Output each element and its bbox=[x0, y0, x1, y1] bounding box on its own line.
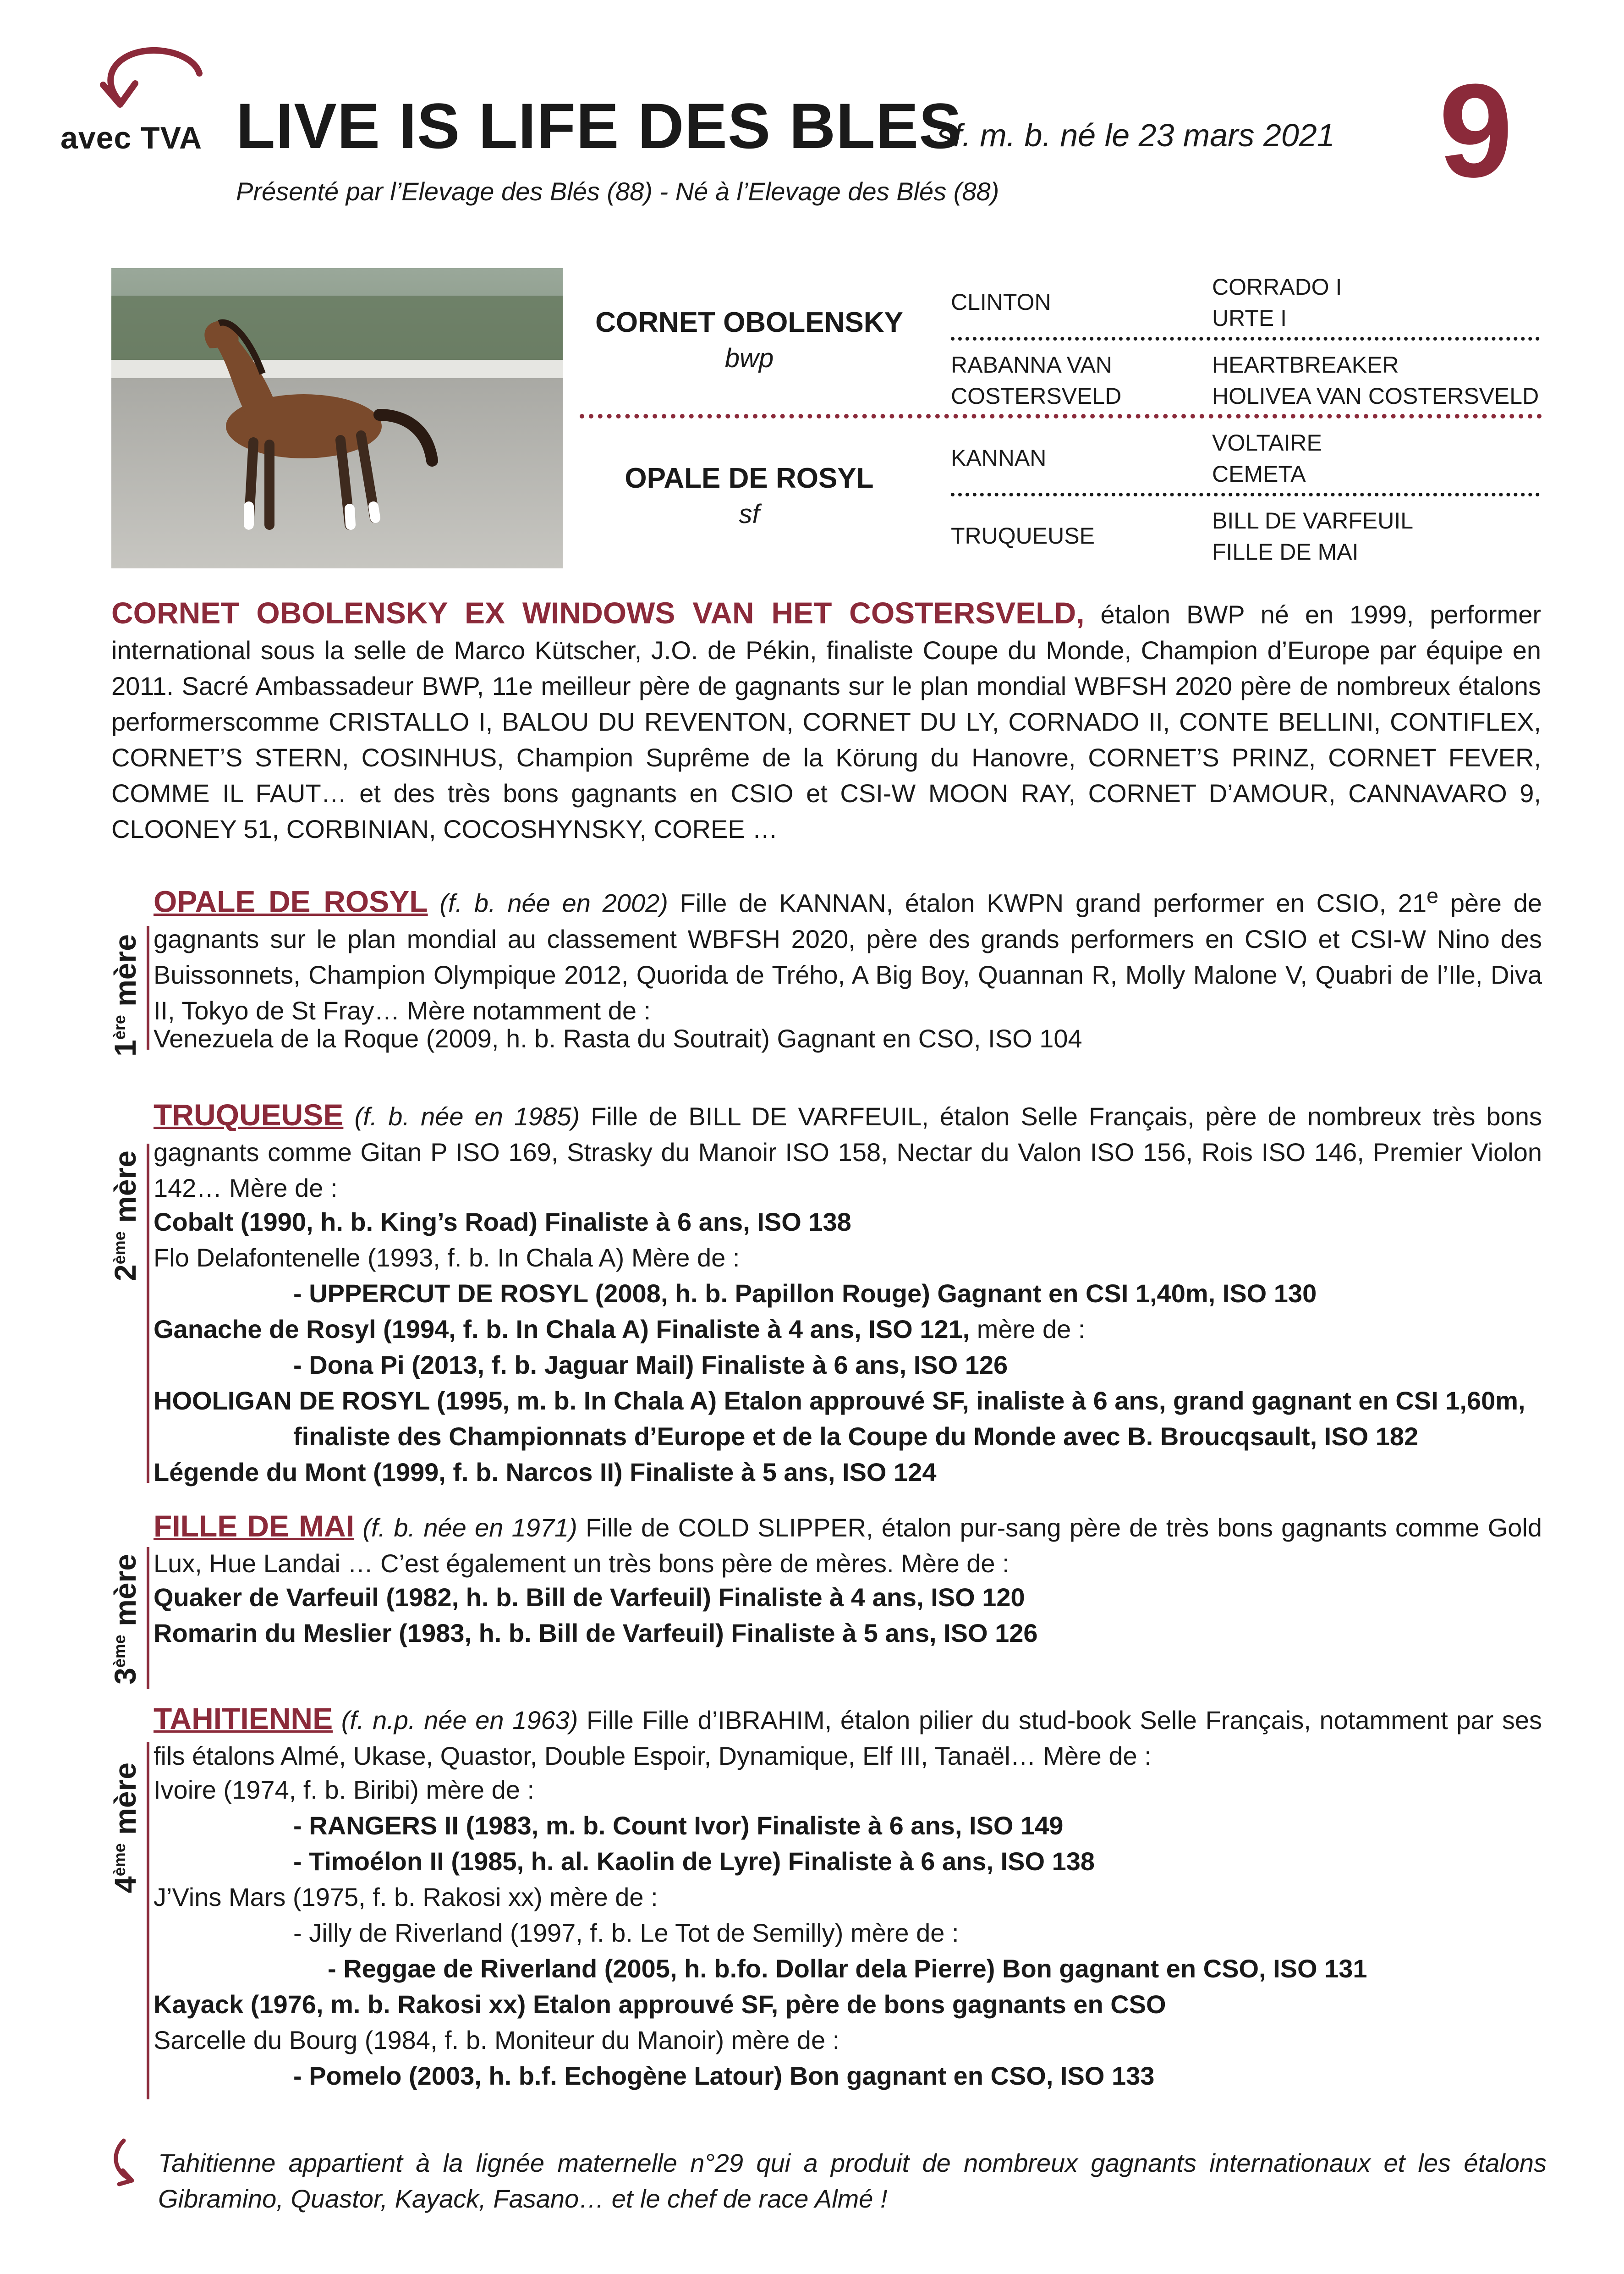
sire-studbook: bwp bbox=[724, 343, 774, 373]
generation-label-1: 1ère mère bbox=[108, 934, 142, 1057]
mother-4-description: TAHITIENNE (f. n.p. née en 1963) Fille Fille d’IBRAHIM, étalon pilier du stud-book Selle Français, notamment par ses fils étalons Almé, Ukase, Quastor, Double Espoir, Dynamique, Elf III, Tanaël… Mère de : bbox=[154, 1701, 1542, 1770]
mother-2-description: TRUQUEUSE (f. b. née en 1985) Fille de BILL DE VARFEUIL, étalon Selle Français, père de nombreux très bons gagnants comme Gitan P ISO 169, Strasky du Manoir ISO 158, Nectar du Valon ISO 156, Rois ISO 146, Premier Violon 142… Mère de : bbox=[154, 1098, 1542, 1202]
offspring-line: finaliste des Championnats d’Europe et de la Coupe du Monde avec B. Broucqsault, ISO 182 bbox=[293, 1422, 1419, 1451]
horse-details: sf. m. b. né le 23 mars 2021 bbox=[937, 117, 1335, 153]
generation-rule bbox=[147, 926, 149, 1050]
pedigree-divider bbox=[951, 337, 1540, 341]
offspring-line: Venezuela de la Roque (2009, h. b. Rasta du Soutrait) Gagnant en CSO, ISO 104 bbox=[154, 1024, 1082, 1053]
foal-photo bbox=[111, 268, 563, 568]
generation-rule bbox=[147, 1144, 149, 1483]
hook-arrow-icon bbox=[110, 2138, 142, 2189]
offspring-line: Sarcelle du Bourg (1984, f. b. Moniteur du Manoir) mère de : bbox=[154, 2026, 840, 2054]
curved-arrow-icon bbox=[87, 41, 206, 119]
offspring-line: - Reggae de Riverland (2005, h. b.fo. Dollar dela Pierre) Bon gagnant en CSO, ISO 131 bbox=[328, 1954, 1367, 1983]
offspring-line: - Jilly de Riverland (1997, f. b. Le Tot de Semilly) mère de : bbox=[293, 1918, 959, 1947]
mother-1-description: OPALE DE ROSYL (f. b. née en 2002) Fille de KANNAN, étalon KWPN grand performer en CSIO, 21e père de gagnants sur le plan mondial au classement WBFSH 2020, père des grands performers en CSIO et CSI-W Nino des Buissonnets, Champion Olympique 2012, Quorida de Trého, A Big Boy, Quannan R, Molly Malone V, Quabri de l’Ile, Diva II, Tokyo de St Fray… Mère notamment de : bbox=[154, 884, 1542, 1025]
offspring-line: J’Vins Mars (1975, f. b. Rakosi xx) mère de : bbox=[154, 1883, 658, 1911]
ggp-4: HOLIVEA VAN COSTERSVELD bbox=[1212, 383, 1539, 409]
offspring-line: Flo Delafontenelle (1993, f. b. In Chala A) Mère de : bbox=[154, 1243, 740, 1272]
lot-number: 9 bbox=[1439, 56, 1513, 205]
dam-name: OPALE DE ROSYL bbox=[625, 463, 874, 494]
mother-3-description: FILLE DE MAI (f. b. née en 1971) Fille de COLD SLIPPER, étalon pur-sang père de très bons gagnants comme Gold Lux, Hue Landai … C’est également un très bons père de mères. Mère de : bbox=[154, 1509, 1542, 1578]
offspring-line: HOOLIGAN DE ROSYL (1995, m. b. In Chala A) Etalon approuvé SF, inaliste à 6 ans, grand gagnant en CSI 1,60m, bbox=[154, 1386, 1525, 1415]
sire-description: CORNET OBOLENSKY EX WINDOWS VAN HET COSTERSVELD, étalon BWP né en 1999, performer international sous la selle de Marco Kütscher, J.O. de Pékin, finaliste Coupe du Monde, Champion d’Europe par équipe en 2011. Sacré Ambassadeur BWP, 11e meilleur père de gagnants sur le plan mondial WBFSH 2020 père de nombreux étalons performerscomme CRISTALLO I, BALOU DU REVENTON, CORNET DU LY, CORNADO II, CONTE BELLINI, CONTIFLEX, CORNET’S STERN, COSINHUS, Champion Suprême de la Körung du Hanovre, CORNET’S PRINZ, CORNET FEVER, COMME IL FAUT… et des très bons gagnants en CSIO et CSI-W MOON RAY, CORNET D’AMOUR, CANNAVARO 9, CLOONEY 51, CORBINIAN, COCOSHYNSKY, COREE … bbox=[111, 596, 1541, 843]
generation-label-2: 2ème mère bbox=[108, 1151, 142, 1281]
offspring-line: - Pomelo (2003, h. b.f. Echogène Latour) Bon gagnant en CSO, ISO 133 bbox=[293, 2061, 1155, 2090]
presented-by: Présenté par l’Elevage des Blés (88) - Né à l’Elevage des Blés (88) bbox=[236, 177, 999, 206]
offspring-line: Ivoire (1974, f. b. Biribi) mère de : bbox=[154, 1775, 535, 1804]
ggp-6: CEMETA bbox=[1212, 461, 1306, 487]
generation-label-3: 3ème mère bbox=[108, 1554, 142, 1685]
offspring-line: Romarin du Meslier (1983, h. b. Bill de Varfeuil) Finaliste à 5 ans, ISO 126 bbox=[154, 1619, 1038, 1647]
ggp-5: VOLTAIRE bbox=[1212, 430, 1322, 456]
ggp-1: CORRADO I bbox=[1212, 274, 1342, 300]
sire-name: CORNET OBOLENSKY bbox=[595, 307, 903, 338]
offspring-line: - UPPERCUT DE ROSYL (2008, h. b. Papillon Rouge) Gagnant en CSI 1,40m, ISO 130 bbox=[293, 1279, 1317, 1308]
offspring-line: Quaker de Varfeuil (1982, h. b. Bill de Varfeuil) Finaliste à 4 ans, ISO 120 bbox=[154, 1583, 1025, 1612]
footer-note: Tahitienne appartient à la lignée maternelle n°29 qui a produit de nombreux gagnants internationaux et les étalons Gibramino, Quastor, Kayack, Fasano… et le chef de race Almé ! bbox=[158, 2148, 1547, 2213]
ggp-3: HEARTBREAKER bbox=[1212, 352, 1399, 378]
offspring-line: Kayack (1976, m. b. Rakosi xx) Etalon approuvé SF, père de bons gagnants en CSO bbox=[154, 1990, 1166, 2019]
ggp-7: BILL DE VARFEUIL bbox=[1212, 508, 1414, 534]
tva-label: avec TVA bbox=[60, 121, 203, 155]
horse-name: LIVE IS LIFE DES BLES bbox=[236, 90, 962, 162]
offspring-line: Cobalt (1990, h. b. King’s Road) Finaliste à 6 ans, ISO 138 bbox=[154, 1207, 851, 1236]
offspring-line: - Timoélon II (1985, h. al. Kaolin de Lyre) Finaliste à 6 ans, ISO 138 bbox=[293, 1847, 1095, 1876]
dam-sire: KANNAN bbox=[951, 445, 1047, 471]
pedigree-main-divider bbox=[580, 414, 1542, 418]
ggp-8: FILLE DE MAI bbox=[1212, 539, 1359, 565]
dam-studbook: sf bbox=[739, 499, 760, 529]
pedigree-divider bbox=[951, 493, 1540, 496]
dam-dam: TRUQUEUSE bbox=[951, 523, 1095, 549]
ggp-2: URTE I bbox=[1212, 305, 1287, 331]
sire-dam: RABANNA VAN COSTERSVELD bbox=[951, 352, 1122, 409]
offspring-line: Légende du Mont (1999, f. b. Narcos II) Finaliste à 5 ans, ISO 124 bbox=[154, 1458, 937, 1487]
generation-label-4: 4ème mère bbox=[108, 1762, 142, 1893]
offspring-line: - Dona Pi (2013, f. b. Jaguar Mail) Finaliste à 6 ans, ISO 126 bbox=[293, 1350, 1008, 1379]
offspring-line: - RANGERS II (1983, m. b. Count Ivor) Finaliste à 6 ans, ISO 149 bbox=[293, 1811, 1064, 1840]
generation-rule bbox=[147, 1547, 149, 1689]
offspring-line: Ganache de Rosyl (1994, f. b. In Chala A) Finaliste à 4 ans, ISO 121, mère de : bbox=[154, 1315, 1086, 1343]
generation-rule bbox=[147, 1742, 149, 2099]
sire-sire: CLINTON bbox=[951, 289, 1051, 315]
